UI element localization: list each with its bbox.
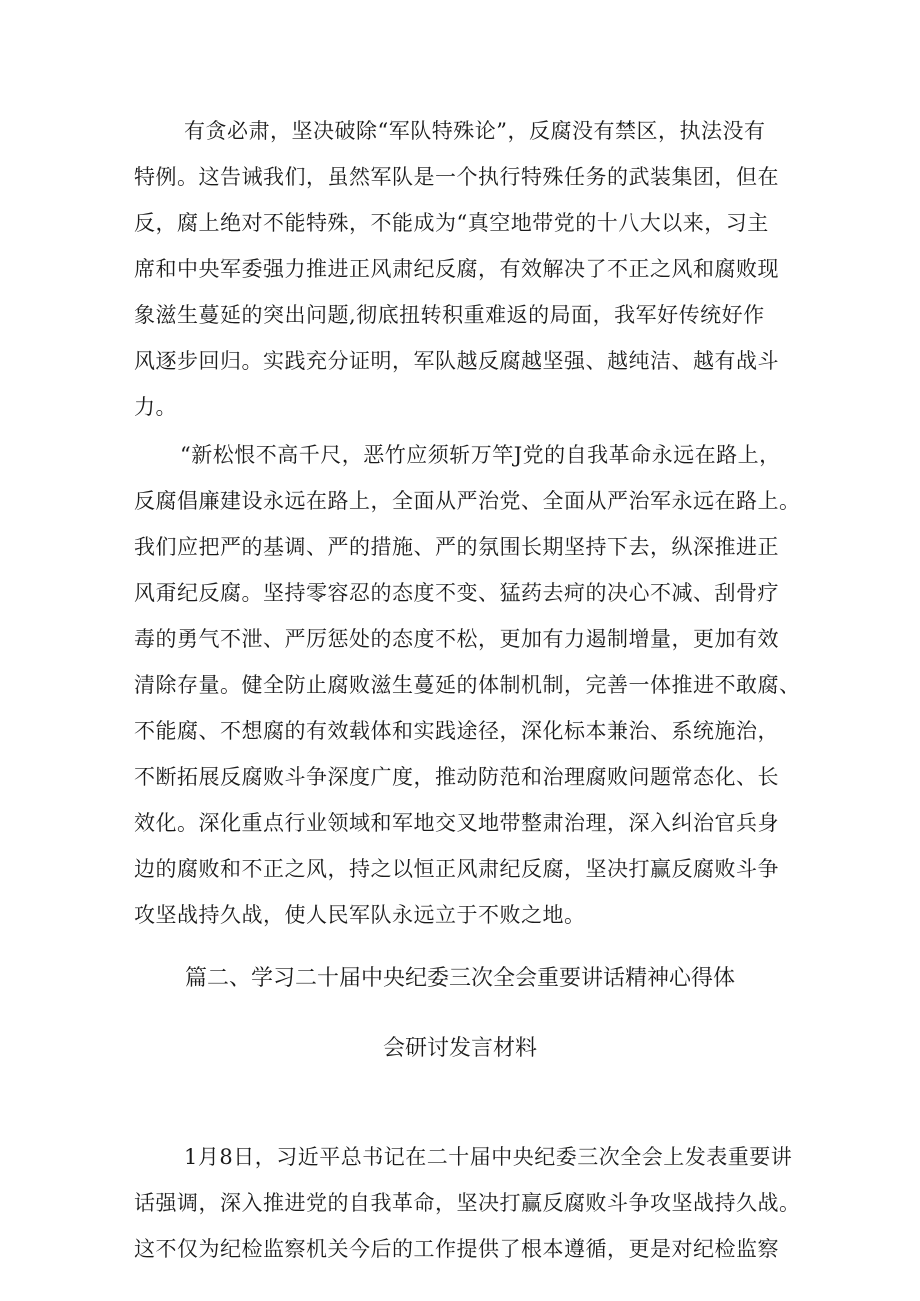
text-line: 不能腐、不想腐的有效载体和实践途径，深化标本兼治、系统施治， bbox=[134, 719, 779, 743]
text-line: 反腐倡廉建设永远在路上，全面从严治党、全面从严治军永远在路上。 bbox=[134, 489, 801, 513]
text-line: 话强调，深入推进党的自我革命，坚决打赢反腐败斗争攻坚战持久战。 bbox=[134, 1191, 801, 1215]
text-line: 特例。这告诫我们，虽然军队是一个执行特殊任务的武装集团，但在 bbox=[134, 165, 779, 189]
text-line: 这不仅为纪检监察机关今后的工作提供了根本遵循，更是对纪检监察 bbox=[134, 1237, 779, 1261]
section-heading-line-2: 会研讨发言材料 bbox=[382, 1036, 537, 1061]
text-line: 有贪必肃，坚决破除“军队特殊论”，反腐没有禁区，执法没有 bbox=[184, 119, 766, 143]
text-line: 力。 bbox=[134, 395, 177, 419]
text-line: 席和中央军委强力推进正风肃纪反腐，有效解决了不正之风和腐败现 bbox=[134, 257, 779, 281]
section-heading-line-1: 篇二、学习二十届中央纪委三次全会重要讲话精神心得体 bbox=[184, 966, 735, 991]
text-line: 风逐步回归。实践充分证明，军队越反腐越坚强、越纯洁、越有战斗 bbox=[134, 349, 779, 373]
text-line: 攻坚战持久战，使人民军队永远立于不败之地。 bbox=[134, 903, 586, 927]
text-line: 1月8日，习近平总书记在二十届中央纪委三次全会上发表重要讲 bbox=[184, 1145, 793, 1169]
text-line: 反，腐上绝对不能特殊，不能成为“真空地带党的十八大以来，习主 bbox=[134, 211, 769, 235]
text-line: 清除存量。健全防止腐败滋生蔓延的体制机制，完善一体推进不敢腐、 bbox=[134, 673, 801, 697]
text-line: 风甭纪反腐。坚持零容忍的态度不变、猛药去疴的决心不减、刮骨疗 bbox=[134, 581, 779, 605]
text-line: “新松恨不高千尺，恶竹应须斩万竿J党的自我革命永远在路上， bbox=[180, 443, 781, 467]
text-line: 我们应把严的基调、严的措施、严的氛围长期坚持下去，纵深推进正 bbox=[134, 535, 779, 559]
text-line: 边的腐败和不正之风，持之以恒正风肃纪反腐，坚决打赢反腐败斗争 bbox=[134, 857, 779, 881]
text-line: 不断拓展反腐败斗争深度广度，推动防范和治理腐败问题常态化、长 bbox=[134, 765, 779, 789]
text-line: 毒的勇气不泄、严厉惩处的态度不松，更加有力遏制增量，更加有效 bbox=[134, 627, 779, 651]
text-line: 效化。深化重点行业领域和军地交叉地带整肃治理，深入纠治官兵身 bbox=[134, 811, 779, 835]
text-line: 象滋生蔓延的突出问题,彻底扭转积重难返的局面，我军好传统好作 bbox=[134, 303, 765, 327]
